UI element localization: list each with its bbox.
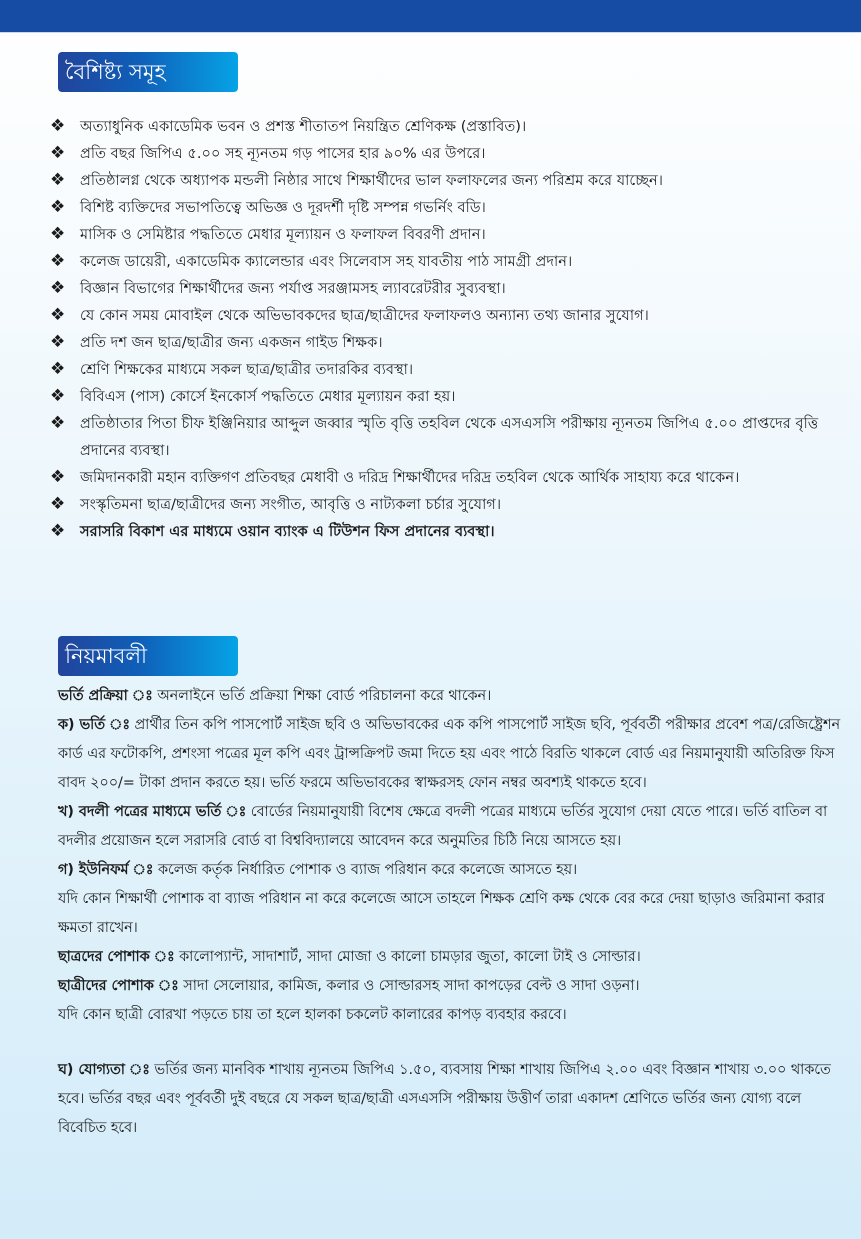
- feature-text: কলেজ ডায়েরী, একাডেমিক ক্যালেন্ডার এবং সিলেবাস সহ যাবতীয় পাঠ সামগ্রী প্রদান।: [80, 253, 573, 270]
- rule-label: ঘ) যোগ্যতা ঃ: [58, 1062, 150, 1078]
- rule-label: গ) ইউনিফর্ম ঃ: [58, 862, 154, 878]
- feature-item: [50, 167, 850, 194]
- feature-item: [50, 302, 850, 329]
- rule-text: প্রার্থীর তিন কপি পাসপোর্ট সাইজ ছবি ও অভিভাবকের এক কপি পাসপোর্ট সাইজ ছবি, পূর্ববর্তী পরীক্ষার প্রবেশ পত্র/রেজিষ্ট্রেশন কার্ড এর ফটোকপি, প্রশংসা পত্রের মূল কপি এবং ট্রান্সক্রিপট জমা দিতে হয় এবং পাঠে বিরতি থাকলে বোর্ড এর নিয়মানুযায়ী অতিরিক্ত ফিস বাবদ ২০০/= টাকা প্রদান করতে হয়। ভর্তি ফরমে অভিভাবকের স্বাক্ষরসহ ফোন নম্বর অবশ্যই থাকতে হবে।: [58, 717, 840, 791]
- feature-item: [50, 140, 850, 167]
- feature-text: শ্রেণি শিক্ষকের মাধ্যমে সকল ছাত্র/ছাত্রীর তদারকির ব্যবস্থা।: [80, 361, 414, 378]
- rule-ga-note: যদি কোন শিক্ষার্থী পোশাক বা ব্যাজ পরিধান না করে কলেজে আসে তাহলে শিক্ষক শ্রেণি কক্ষ থেকে বের করে দেয়া ছাড়াও জরিমানা করার ক্ষমতা রাখেন।: [58, 891, 825, 936]
- feature-item: [50, 275, 850, 302]
- feature-text: বিবিএস (পাস) কোর্সে ইনকোর্স পদ্ধতিতে মেধার মূল্যায়ন করা হয়।: [80, 388, 456, 405]
- feature-text: যে কোন সময় মোবাইল থেকে অভিভাবকদের ছাত্র/ছাত্রীদের ফলাফলও অন্যান্য তথ্য জানার সুযোগ।: [80, 307, 649, 324]
- diamond-bullet-icon: ❖: [50, 170, 66, 190]
- rule-text: ভর্তির জন্য মানবিক শাখায় ন্যূনতম জিপিএ ১.৫০, ব্যবসায় শিক্ষা শাখায় জিপিএ ২.০০ এবং বিজ্ঞান শাখায় ৩.০০ থাকতে হবে। ভর্তির বছর এবং পূর্ববর্তী দুই বছরে যে সকল ছাত্র/ছাত্রী এসএসসি পরীক্ষায় উত্তীর্ণ তারা একাদশ শ্রেণিতে ভর্তির জন্য যোগ্য বলে বিবেচিত হবে।: [58, 1062, 831, 1136]
- rule-label: ছাত্রদের পোশাক ঃ: [58, 949, 175, 965]
- rule-girls-note: যদি কোন ছাত্রী বোরখা পড়তে চায় তা হলে হালকা চকলেট কালারের কাপড় ব্যবহার করবে।: [58, 1007, 567, 1023]
- rules-heading: নিয়মাবলী: [58, 636, 238, 676]
- diamond-bullet-icon: ❖: [50, 467, 66, 487]
- rule-ga-uniform: [58, 856, 848, 885]
- rule-gha-eligibility: [58, 1056, 848, 1143]
- feature-item: [50, 248, 850, 275]
- diamond-bullet-icon: ❖: [50, 386, 66, 406]
- features-heading: বৈশিষ্ট্য সমূহ: [58, 52, 238, 92]
- spacer: [58, 1030, 848, 1056]
- diamond-bullet-icon: ❖: [50, 332, 66, 352]
- rule-text: বোর্ডের নিয়মানুযায়ী বিশেষ ক্ষেত্রে বদলী পত্রের মাধ্যমে ভর্তির সুযোগ দেয়া যেতে পারে। ভর্তি বাতিল বা বদলীর প্রয়োজন হলে সরাসরি বোর্ড বা বিশ্ববিদ্যালয়ে আবেদন করে অনুমতির চিঠি নিয়ে আসতে হয়।: [58, 804, 828, 849]
- rule-ka-admission: [58, 711, 848, 798]
- features-list: [50, 113, 850, 545]
- rule-label: খ) বদলী পত্রের মাধ্যমে ভর্তি ঃ: [58, 804, 247, 820]
- feature-text: মাসিক ও সেমিষ্টার পদ্ধতিতে মেধার মূল্যায়ন ও ফলাফল বিবরণী প্রদান।: [80, 226, 486, 243]
- feature-text: বিশিষ্ট ব্যক্তিদের সভাপতিত্বে অভিজ্ঞ ও দূরদর্শী দৃষ্টি সম্পন্ন গভর্নিং বডি।: [80, 199, 486, 216]
- feature-item: [50, 491, 850, 518]
- rule-text: কলেজ কর্তৃক নির্ধারিত পোশাক ও ব্যাজ পরিধান করে কলেজে আসতে হয়।: [153, 862, 578, 878]
- feature-item: [50, 194, 850, 221]
- rule-label: ছাত্রীদের পোশাক ঃ: [58, 978, 179, 994]
- feature-item: [50, 356, 850, 383]
- rule-text: সাদা সেলোয়ার, কামিজ, কলার ও সোল্ডারসহ সাদা কাপড়ের বেল্ট ও সাদা ওড়না।: [178, 978, 640, 994]
- rule-boys-dress: [58, 943, 848, 972]
- feature-item: [50, 113, 850, 140]
- diamond-bullet-icon: ❖: [50, 413, 66, 433]
- top-banner: [0, 0, 861, 33]
- feature-text: সরাসরি বিকাশ এর মাধ্যমে ওয়ান ব্যাংক এ টিউশন ফিস প্রদানের ব্যবস্থা।: [80, 523, 495, 540]
- rule-label: ভর্তি প্রক্রিয়া ঃ: [58, 688, 153, 704]
- feature-item: [50, 221, 850, 248]
- diamond-bullet-icon: ❖: [50, 521, 66, 541]
- diamond-bullet-icon: ❖: [50, 359, 66, 379]
- feature-text: অত্যাধুনিক একাডেমিক ভবন ও প্রশস্ত শীতাতপ নিয়ন্ত্রিত শ্রেণিকক্ষ (প্রস্তাবিত)।: [80, 118, 527, 135]
- diamond-bullet-icon: ❖: [50, 143, 66, 163]
- diamond-bullet-icon: ❖: [50, 197, 66, 217]
- rule-label: ক) ভর্তি ঃ: [58, 717, 130, 733]
- feature-text: সংস্কৃতিমনা ছাত্র/ছাত্রীদের জন্য সংগীত, আবৃত্তি ও নাট্যকলা চর্চার সুযোগ।: [80, 496, 502, 513]
- diamond-bullet-icon: ❖: [50, 278, 66, 298]
- diamond-bullet-icon: ❖: [50, 494, 66, 514]
- diamond-bullet-icon: ❖: [50, 116, 66, 136]
- feature-text: প্রতি দশ জন ছাত্র/ছাত্রীর জন্য একজন গাইড শিক্ষক।: [80, 334, 383, 351]
- feature-text: জমিদানকারী মহান ব্যক্তিগণ প্রতিবছর মেধাবী ও দরিদ্র শিক্ষার্থীদের দরিদ্র তহবিল থেকে আর্থিক সাহায্য করে থাকেন।: [80, 469, 740, 486]
- rules-body: [58, 682, 848, 1143]
- feature-item: [50, 464, 850, 491]
- feature-text: প্রতিষ্ঠালগ্ন থেকে অধ্যাপক মন্ডলী নিষ্ঠার সাথে শিক্ষার্থীদের ভাল ফলাফলের জন্য পরিশ্রম করে যাচ্ছেন।: [80, 172, 663, 189]
- feature-text: বিজ্ঞান বিভাগের শিক্ষার্থীদের জন্য পর্যাপ্ত সরঞ্জামসহ ল্যাবরেটরীর সুব্যবস্থা।: [80, 280, 506, 297]
- feature-item: [50, 329, 850, 356]
- rule-text: অনলাইনে ভর্তি প্রক্রিয়া শিক্ষা বোর্ড পরিচালনা করে থাকেন।: [152, 688, 492, 704]
- rule-admission-process: [58, 682, 848, 711]
- rule-girls-dress: [58, 972, 848, 1001]
- feature-text: প্রতিষ্ঠাতার পিতা চীফ ইঞ্জিনিয়ার আব্দুল জব্বার স্মৃতি বৃত্তি তহবিল থেকে এসএসসি পরীক্ষায় ন্যূনতম জিপিএ ৫.০০ প্রাপ্তদের বৃত্তি প্রদানের ব্যবস্থা।: [80, 415, 819, 459]
- rule-kha-transfer: [58, 798, 848, 856]
- diamond-bullet-icon: ❖: [50, 224, 66, 244]
- feature-item: [50, 410, 850, 464]
- feature-item: [50, 383, 850, 410]
- rule-text: কালোপ্যান্ট, সাদাশার্ট, সাদা মোজা ও কালো চামড়ার জুতা, কালো টাই ও সোল্ডার।: [174, 949, 641, 965]
- diamond-bullet-icon: ❖: [50, 305, 66, 325]
- feature-item: [50, 518, 850, 545]
- feature-text: প্রতি বছর জিপিএ ৫.০০ সহ ন্যূনতম গড় পাসের হার ৯০% এর উপরে।: [80, 145, 486, 162]
- diamond-bullet-icon: ❖: [50, 251, 66, 271]
